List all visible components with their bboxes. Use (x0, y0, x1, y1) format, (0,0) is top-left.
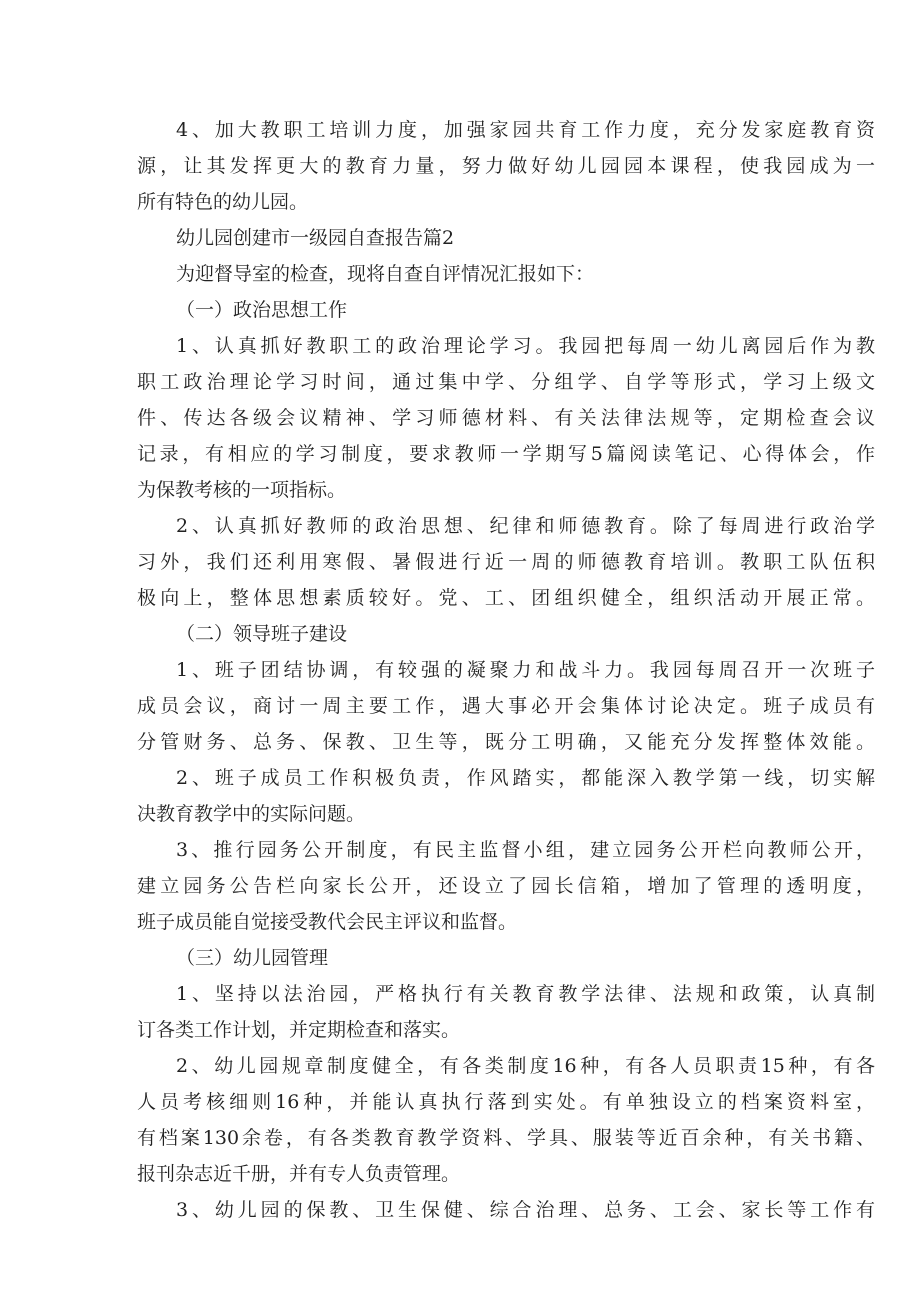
paragraph-line: 2、幼儿园规章制度健全，有各类制度16种，有各人员职责15种，有各 (176, 1055, 875, 1077)
paragraph-line: 为保教考核的一项指标。 (137, 479, 347, 501)
paragraph-line: 源，让其发挥更大的教育力量，努力做好幼儿园园本课程，使我园成为一 (137, 155, 875, 177)
paragraph-line: 订各类工作计划，并定期检查和落实。 (137, 1019, 461, 1041)
paragraph-line: 班子成员能自觉接受教代会民主评议和监督。 (137, 911, 518, 933)
paragraph-line: 有档案130余卷，有各类教育教学资料、学具、服装等近百余种，有关书籍、 (137, 1127, 875, 1149)
paragraph-line: 件、传达各级会议精神、学习师德材料、有关法律法规等，定期检查会议 (137, 407, 875, 429)
paragraph-line: 职工政治理论学习时间，通过集中学、分组学、自学等形式，学习上级文 (137, 371, 875, 393)
paragraph-line: 分管财务、总务、保教、卫生等，既分工明确，又能充分发挥整体效能。 (137, 731, 875, 753)
paragraph-line: 2、认真抓好教师的政治思想、纪律和师德教育。除了每周进行政治学 (176, 515, 875, 537)
paragraph-line: 1、认真抓好教职工的政治理论学习。我园把每周一幼儿离园后作为教 (176, 335, 875, 357)
paragraph-line: 记录，有相应的学习制度，要求教师一学期写5篇阅读笔记、心得体会，作 (137, 443, 875, 465)
paragraph-line: 习外，我们还利用寒假、暑假进行近一周的师德教育培训。教职工队伍积 (137, 551, 875, 573)
paragraph-line: 1、班子团结协调，有较强的凝聚力和战斗力。我园每周召开一次班子 (176, 659, 875, 681)
paragraph-line: 人员考核细则16种，并能认真执行落到实处。有单独设立的档案资料室， (137, 1091, 875, 1113)
paragraph-line: 4、加大教职工培训力度，加强家园共育工作力度，充分发家庭教育资 (176, 119, 875, 141)
paragraph-line: 2、班子成员工作积极负责，作风踏实，都能深入教学第一线，切实解 (176, 767, 875, 789)
section-heading: （三）幼儿园管理 (176, 947, 329, 969)
paragraph-line: 1、坚持以法治园，严格执行有关教育教学法律、法规和政策，认真制 (176, 983, 875, 1005)
paragraph-line: 建立园务公告栏向家长公开，还设立了园长信箱，增加了管理的透明度， (137, 875, 875, 897)
paragraph-line: 极向上，整体思想素质较好。党、工、团组织健全，组织活动开展正常。 (137, 587, 875, 609)
paragraph-line: 成员会议，商讨一周主要工作，遇大事必开会集体讨论决定。班子成员有 (137, 695, 875, 717)
section-heading: （二）领导班子建设 (176, 623, 348, 645)
paragraph-line: 3、幼儿园的保教、卫生保健、综合治理、总务、工会、家长等工作有 (176, 1199, 875, 1221)
paragraph-line: 为迎督导室的检查，现将自查自评情况汇报如下： (176, 263, 595, 285)
paragraph-line: 3、推行园务公开制度，有民主监督小组，建立园务公开栏向教师公开， (176, 839, 875, 861)
section-heading: （一）政治思想工作 (176, 299, 348, 321)
paragraph-line: 所有特色的幼儿园。 (137, 191, 309, 213)
paragraph-line: 决教育教学中的实际问题。 (137, 803, 366, 825)
section-title: 幼儿园创建市一级园自查报告篇2 (176, 227, 455, 249)
paragraph-line: 报刊杂志近千册，并有专人负责管理。 (137, 1163, 461, 1185)
